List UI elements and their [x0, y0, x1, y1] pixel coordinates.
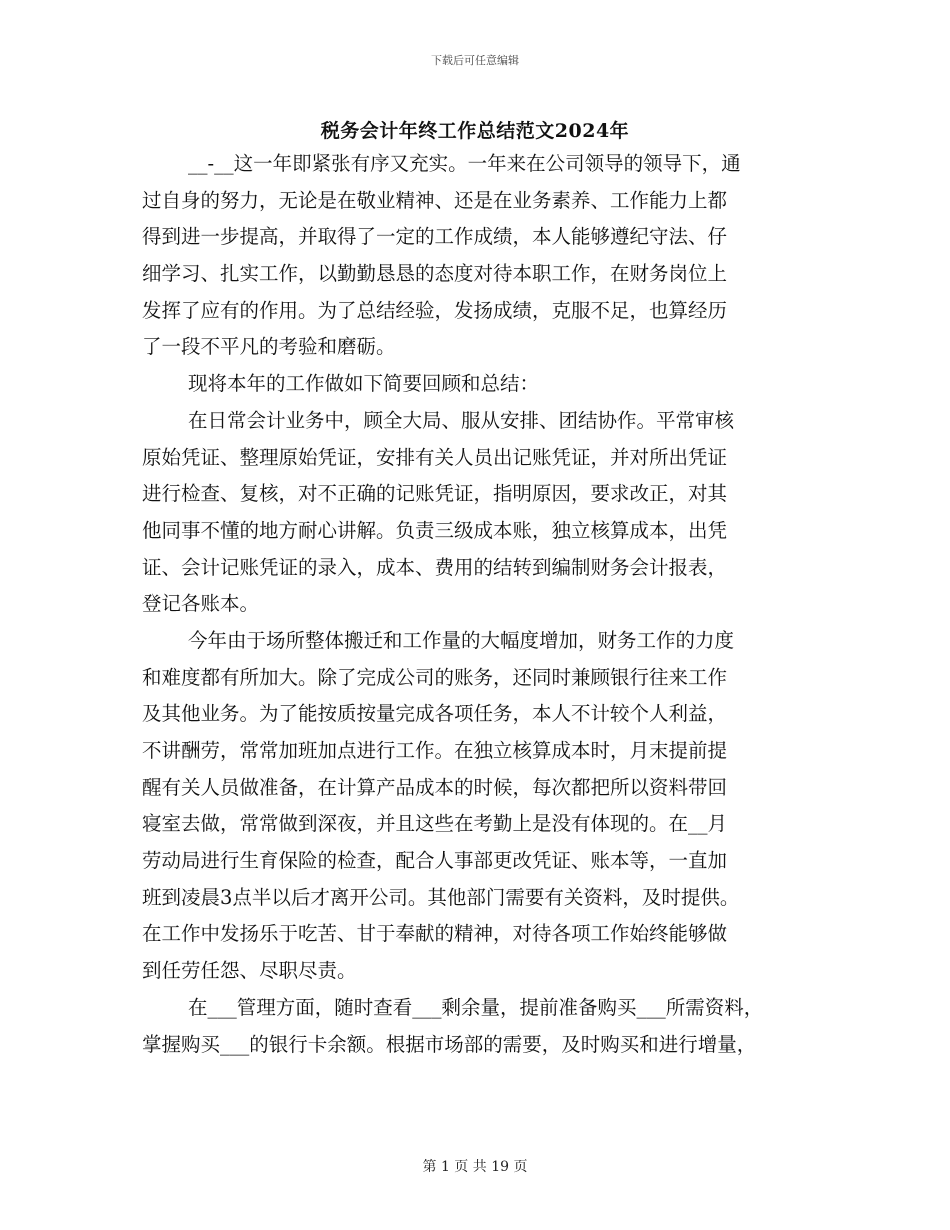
- document-title: 税务会计年终工作总结范文2024年: [320, 120, 630, 142]
- text-line: 证、会计记账凭证的录入，成本、费用的结转到编制财务会计报表，: [142, 555, 728, 579]
- text-line: __-__这一年即紧张有序又充实。一年来在公司领导的领导下，通: [188, 152, 741, 175]
- text-line: 劳动局进行生育保险的检查，配合人事部更改凭证、账本等，一直加: [142, 849, 728, 873]
- text-line: 过自身的努力，无论是在敬业精神、还是在业务素养、工作能力上都: [142, 188, 728, 212]
- page-header-note: 下载后可任意编辑: [431, 54, 519, 67]
- page-number: 第 1 页 共 19 页: [422, 1159, 528, 1175]
- text-line: 现将本年的工作做如下简要回顾和总结：: [188, 372, 540, 396]
- text-line: 及其他业务。为了能按质按量完成各项任务，本人不计较个人利益，: [142, 702, 728, 726]
- text-line: 在工作中发扬乐于吃苦、甘于奉献的精神，对待各项工作始终能够做: [142, 922, 728, 946]
- text-line: 进行检查、复核，对不正确的记账凭证，指明原因，要求改正，对其: [142, 482, 728, 506]
- text-line: 不讲酬劳，常常加班加点进行工作。在独立核算成本时，月末提前提: [142, 739, 728, 762]
- text-line: 他同事不懂的地方耐心讲解。负责三级成本账，独立核算成本，出凭: [142, 518, 728, 542]
- text-line: 到任劳任怨、尽职尽责。: [142, 959, 357, 983]
- text-line: 发挥了应有的作用。为了总结经验，发扬成绩，克服不足，也算经历: [142, 298, 728, 322]
- text-line: 了一段不平凡的考验和磨砺。: [142, 335, 396, 359]
- text-line: 寝室去做，常常做到深夜，并且这些在考勤上是没有体现的。在__月: [142, 812, 728, 836]
- text-line: 在___管理方面，随时查看___剩余量，提前准备购买___所需资料，: [188, 995, 764, 1019]
- text-line: 登记各账本。: [142, 592, 260, 616]
- text-line: 在日常会计业务中，顾全大局、服从安排、团结协作。平常审核: [188, 408, 735, 432]
- text-line: 掌握购买___的银行卡余额。根据市场部的需要，及时购买和进行增量，: [142, 1032, 757, 1056]
- text-line: 醒有关人员做准备，在计算产品成本的时候，每次都把所以资料带回: [142, 775, 728, 799]
- text-line: 原始凭证、整理原始凭证，安排有关人员出记账凭证，并对所出凭证: [142, 445, 728, 469]
- text-line: 细学习、扎实工作，以勤勤恳恳的态度对待本职工作，在财务岗位上: [142, 262, 728, 286]
- text-line: 今年由于场所整体搬迁和工作量的大幅度增加，财务工作的力度: [188, 628, 735, 652]
- document-body: [142, 146, 822, 1063]
- text-line: 和难度都有所加大。除了完成公司的账务，还同时兼顾银行往来工作: [142, 665, 728, 689]
- text-line: 得到进一步提高，并取得了一定的工作成绩，本人能够遵纪守法、仔: [142, 225, 728, 249]
- text-line: 班到凌晨3点半以后才离开公司。其他部门需要有关资料，及时提供。: [142, 885, 740, 909]
